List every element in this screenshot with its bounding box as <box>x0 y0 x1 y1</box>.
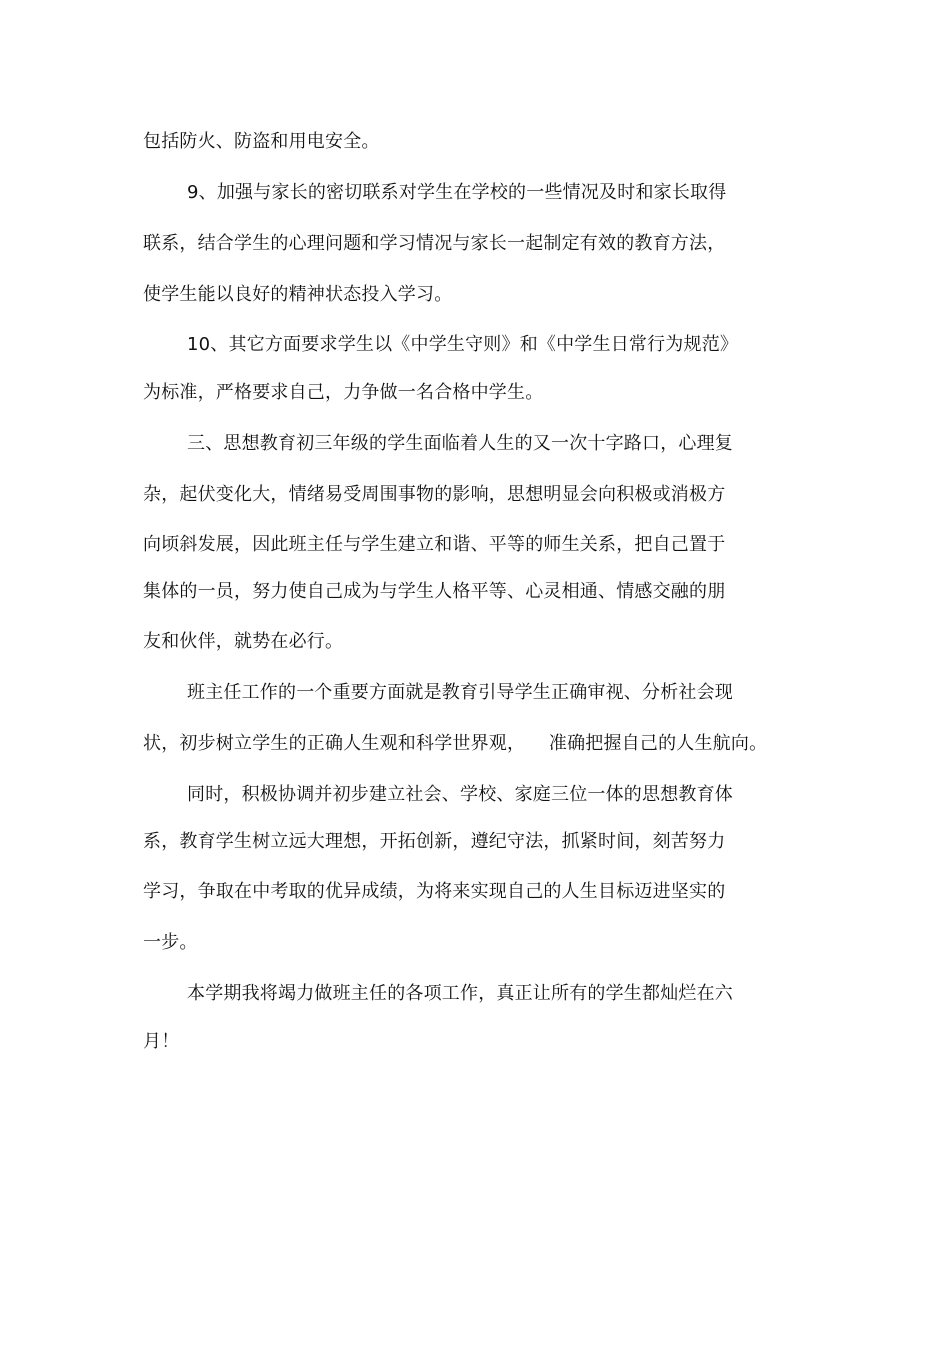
text-line: 集体的一员，努力使自己成为与学生人格平等、心灵相通、情感交融的朋 <box>143 581 726 602</box>
text-line: 杂，起伏变化大，情绪易受周围事物的影响，思想明显会向积极或消极方 <box>143 484 726 505</box>
text-line: 联系，结合学生的心理问题和学习情况与家长一起制定有效的教育方法， <box>143 233 726 254</box>
text-line: 使学生能以良好的精神状态投入学习。 <box>143 284 453 305</box>
paragraph-first-line: 同时，积极协调并初步建立社会、学校、家庭三位一体的思想教育体 <box>187 784 733 805</box>
paragraph-first-line: 10、其它方面要求学生以《中学生守则》和《中学生日常行为规范》 <box>187 334 739 355</box>
paragraph-first-line: 9、加强与家长的密切联系对学生在学校的一些情况及时和家长取得 <box>187 182 727 203</box>
text-line: 为标准，严格要求自己，力争做一名合格中学生。 <box>143 382 544 403</box>
text-line: 学习，争取在中考取的优异成绩，为将来实现自己的人生目标迈进坚实的 <box>143 881 726 902</box>
text-line: 一步。 <box>143 932 198 953</box>
paragraph-first-line: 本学期我将竭力做班主任的各项工作，真正让所有的学生都灿烂在六 <box>187 983 733 1004</box>
text-line: 系，教育学生树立远大理想，开拓创新，遵纪守法，抓紧时间，刻苦努力 <box>143 831 726 852</box>
text-line: 向顷斜发展，因此班主任与学生建立和谐、平等的师生关系，把自己置于 <box>143 534 726 555</box>
paragraph-first-line: 三、思想教育初三年级的学生面临着人生的又一次十字路口，心理复 <box>187 433 733 454</box>
text-line: 状，初步树立学生的正确人生观和科学世界观， 准确把握自己的人生航向。 <box>143 733 768 754</box>
text-line: 包括防火、防盗和用电安全。 <box>143 131 380 152</box>
text-line: 月！ <box>143 1031 180 1052</box>
paragraph-first-line: 班主任工作的一个重要方面就是教育引导学生正确审视、分析社会现 <box>187 682 733 703</box>
text-line: 友和伙伴，就势在必行。 <box>143 631 344 652</box>
